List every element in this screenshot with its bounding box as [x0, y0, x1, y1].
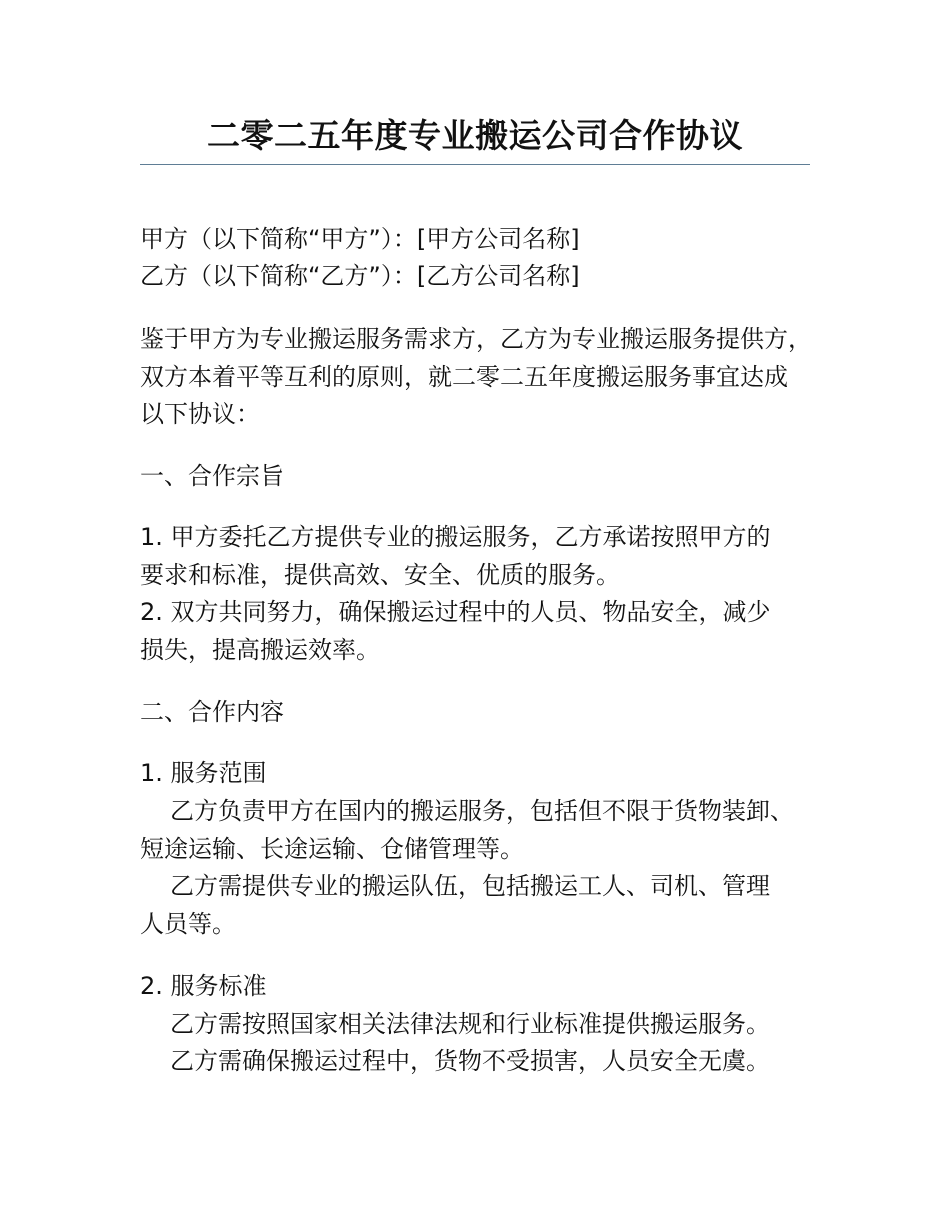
document-title: 二零二五年度专业搬运公司合作协议 — [207, 116, 743, 155]
subsection-2-para-1: 乙方需按照国家相关法律法规和行业标准提供搬运服务。 — [170, 1010, 770, 1038]
subsection-1-para-1-line-2: 短途运输、长途运输、仓储管理等。 — [140, 835, 524, 863]
preamble-line-2: 双方本着平等互利的原则，就二零二五年度搬运服务事宜达成 — [140, 363, 788, 391]
party-a-line: 甲方（以下简称“甲方”）：[甲方公司名称] — [140, 225, 580, 253]
section-1-item-2-line-2: 损失，提高搬运效率。 — [140, 636, 380, 664]
title-underline — [140, 164, 810, 165]
preamble-line-3: 以下协议： — [140, 400, 260, 428]
subsection-2-heading: 2. 服务标准 — [140, 972, 267, 1000]
subsection-2-para-2: 乙方需确保搬运过程中，货物不受损害，人员安全无虞。 — [170, 1047, 770, 1075]
section-1-item-1-line-1: 1. 甲方委托乙方提供专业的搬运服务，乙方承诺按照甲方的 — [140, 523, 771, 551]
party-b-line: 乙方（以下简称“乙方”）：[乙方公司名称] — [140, 262, 580, 290]
section-1-item-2-line-1: 2. 双方共同努力，确保搬运过程中的人员、物品安全，减少 — [140, 598, 771, 626]
section-1-item-1-line-2: 要求和标准，提供高效、安全、优质的服务。 — [140, 561, 620, 589]
subsection-1-para-2-line-1: 乙方需提供专业的搬运队伍，包括搬运工人、司机、管理 — [170, 872, 770, 900]
subsection-1-para-2-line-2: 人员等。 — [140, 910, 236, 938]
preamble-line-1: 鉴于甲方为专业搬运服务需求方，乙方为专业搬运服务提供方， — [140, 325, 812, 353]
subsection-1-heading: 1. 服务范围 — [140, 759, 267, 787]
subsection-1-para-1-line-1: 乙方负责甲方在国内的搬运服务，包括但不限于货物装卸、 — [170, 797, 794, 825]
section-1-heading: 一、合作宗旨 — [140, 462, 284, 490]
section-2-heading: 二、合作内容 — [140, 698, 284, 726]
